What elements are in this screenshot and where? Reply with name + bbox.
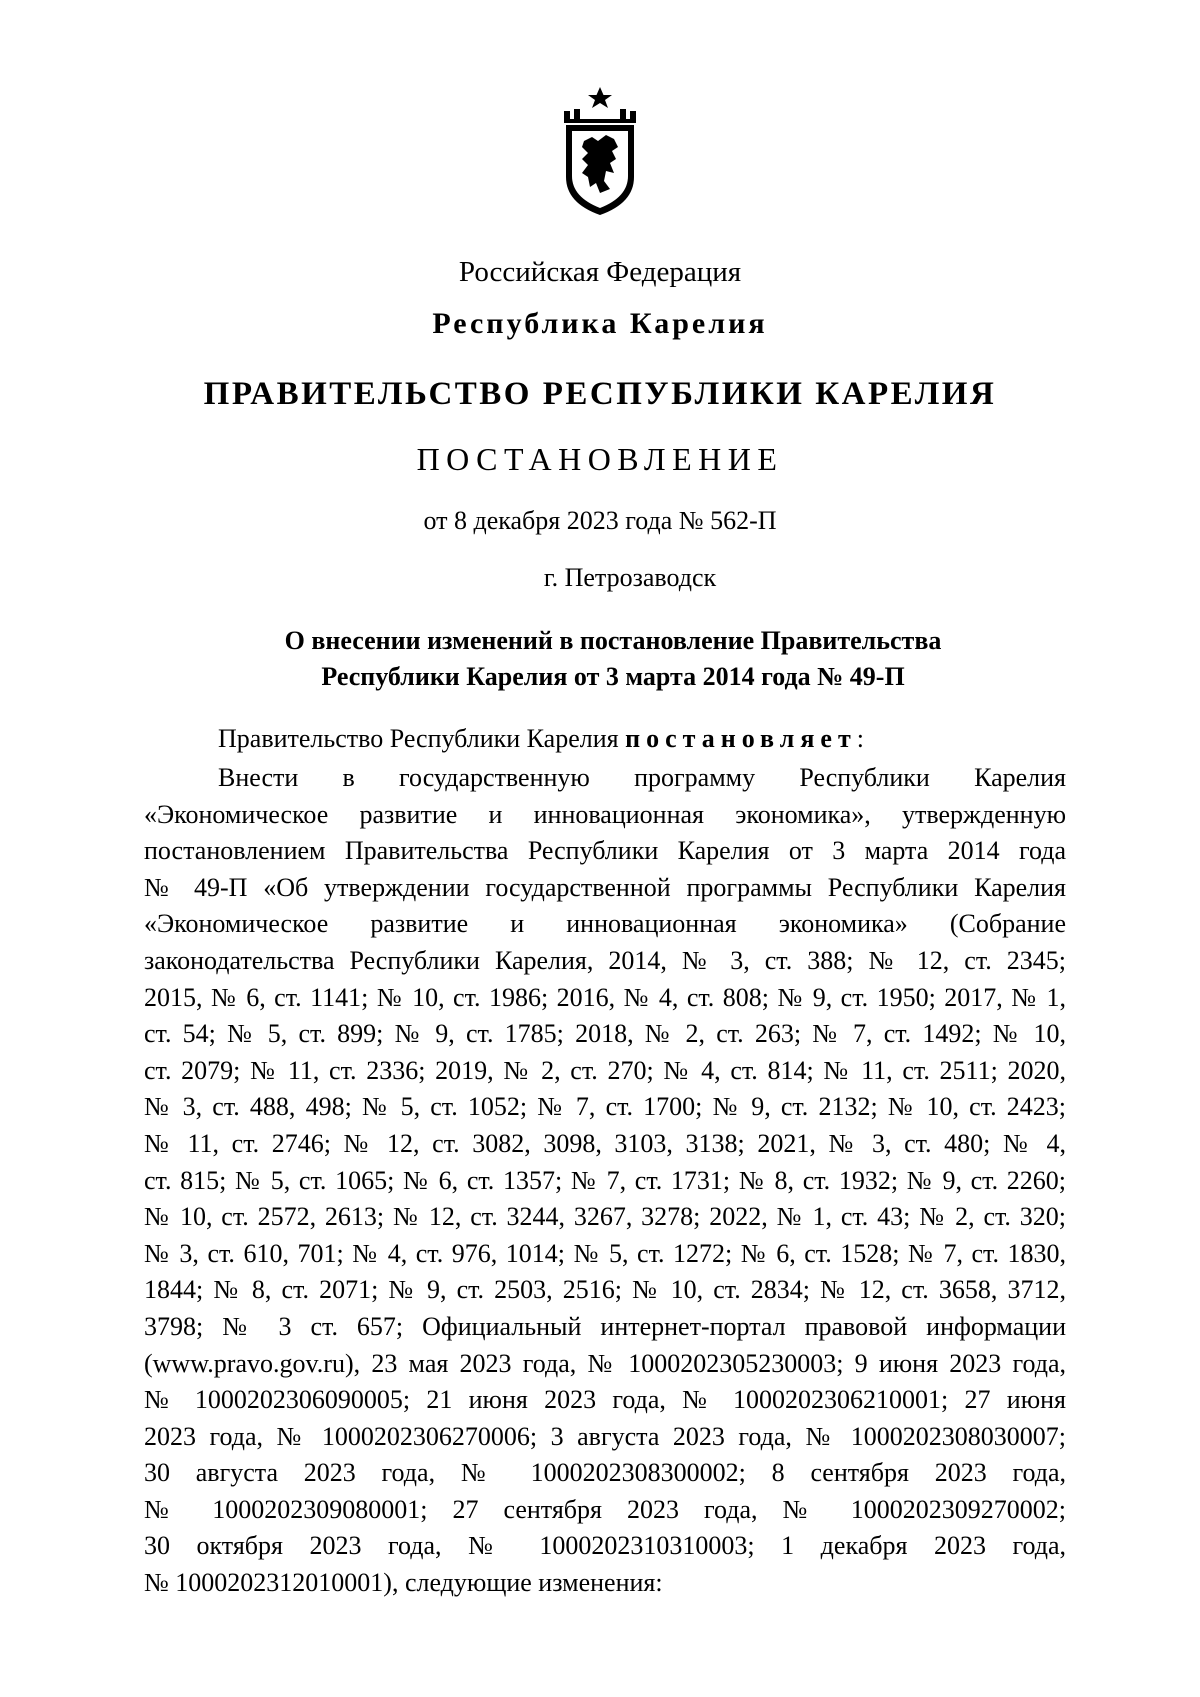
- body-line: постановлением Правительства Республики Карелия от 3 марта 2014 года: [144, 836, 1066, 866]
- body-line: 3798; № 3 ст. 657; Официальный интернет-портал правовой информации: [144, 1311, 1066, 1341]
- body-line: ст. 2079; № 11, ст. 2336; 2019, № 2, ст. 270; № 4, ст. 814; № 11, ст. 2511; 2020,: [144, 1055, 1066, 1085]
- resolution-intro: [218, 724, 864, 754]
- document-city: г. Петрозаводск: [543, 563, 717, 592]
- document-title-line-1: О внесении изменений в постановление Правительства: [284, 626, 942, 655]
- document-type: ПОСТАНОВЛЕНИЕ: [416, 441, 784, 477]
- body-line: «Экономическое развитие и инновационная экономика» (Собрание: [144, 909, 1066, 939]
- resolution-body: [144, 760, 1066, 1602]
- document-date-number: от 8 декабря 2023 года № 562-П: [423, 506, 777, 535]
- body-line: 30 октября 2023 года, № 1000202310310003; 1 декабря 2023 года,: [144, 1531, 1066, 1561]
- intro-verb: постановляет: [625, 724, 857, 753]
- government-name: ПРАВИТЕЛЬСТВО РЕСПУБЛИКИ КАРЕЛИЯ: [203, 376, 997, 412]
- body-line: № 1000202306090005; 21 июня 2023 года, № 1000202306210001; 27 июня: [144, 1385, 1066, 1415]
- body-line: № 1000202309080001; 27 сентября 2023 года, № 1000202309270002;: [144, 1494, 1066, 1524]
- body-line: 2023 года, № 1000202306270006; 3 августа 2023 года, № 1000202308030007;: [144, 1421, 1066, 1451]
- body-line: ст. 54; № 5, ст. 899; № 9, ст. 1785; 2018, № 2, ст. 263; № 7, ст. 1492; № 10,: [144, 1019, 1066, 1049]
- body-line: 1844; № 8, ст. 2071; № 9, ст. 2503, 2516; № 10, ст. 2834; № 12, ст. 3658, 3712,: [144, 1275, 1066, 1305]
- body-line: № 3, ст. 610, 701; № 4, ст. 976, 1014; № 5, ст. 1272; № 6, ст. 1528; № 7, ст. 1830,: [144, 1238, 1066, 1268]
- intro-prefix: Правительство Республики Карелия: [218, 724, 626, 753]
- country-name: Российская Федерация: [458, 256, 742, 288]
- body-line: 2015, № 6, ст. 1141; № 10, ст. 1986; 2016, № 4, ст. 808; № 9, ст. 1950; 2017, № 1,: [144, 982, 1066, 1012]
- body-line: № 49-П «Об утверждении государственной программы Республики Карелия: [144, 872, 1066, 902]
- body-line: 30 августа 2023 года, № 1000202308300002; 8 сентября 2023 года,: [144, 1458, 1066, 1488]
- body-line: «Экономическое развитие и инновационная экономика», утвержденную: [144, 799, 1066, 829]
- body-line: № 11, ст. 2746; № 12, ст. 3082, 3098, 3103, 3138; 2021, № 3, ст. 480; № 4,: [144, 1128, 1066, 1158]
- body-line: Внести в государственную программу Республики Карелия: [218, 763, 1066, 792]
- body-line: № 10, ст. 2572, 2613; № 12, ст. 3244, 3267, 3278; 2022, № 1, ст. 43; № 2, ст. 320;: [144, 1202, 1066, 1232]
- karelia-coat-of-arms-icon: [560, 85, 640, 217]
- body-line: № 1000202312010001), следующие изменения:: [144, 1568, 663, 1598]
- intro-suffix: :: [856, 724, 864, 753]
- body-line: № 3, ст. 488, 498; № 5, ст. 1052; № 7, ст. 1700; № 9, ст. 2132; № 10, ст. 2423;: [144, 1092, 1066, 1122]
- body-line: ст. 815; № 5, ст. 1065; № 6, ст. 1357; № 7, ст. 1731; № 8, ст. 1932; № 9, ст. 2260;: [144, 1165, 1066, 1195]
- body-line: законодательства Республики Карелия, 2014, № 3, ст. 388; № 12, ст. 2345;: [144, 945, 1066, 975]
- document-title-line-2: Республики Карелия от 3 марта 2014 года № 49-П: [321, 662, 905, 691]
- body-line: (www.pravo.gov.ru), 23 мая 2023 года, № 1000202305230003; 9 июня 2023 года,: [144, 1348, 1066, 1378]
- republic-name: Республика Карелия: [432, 307, 768, 340]
